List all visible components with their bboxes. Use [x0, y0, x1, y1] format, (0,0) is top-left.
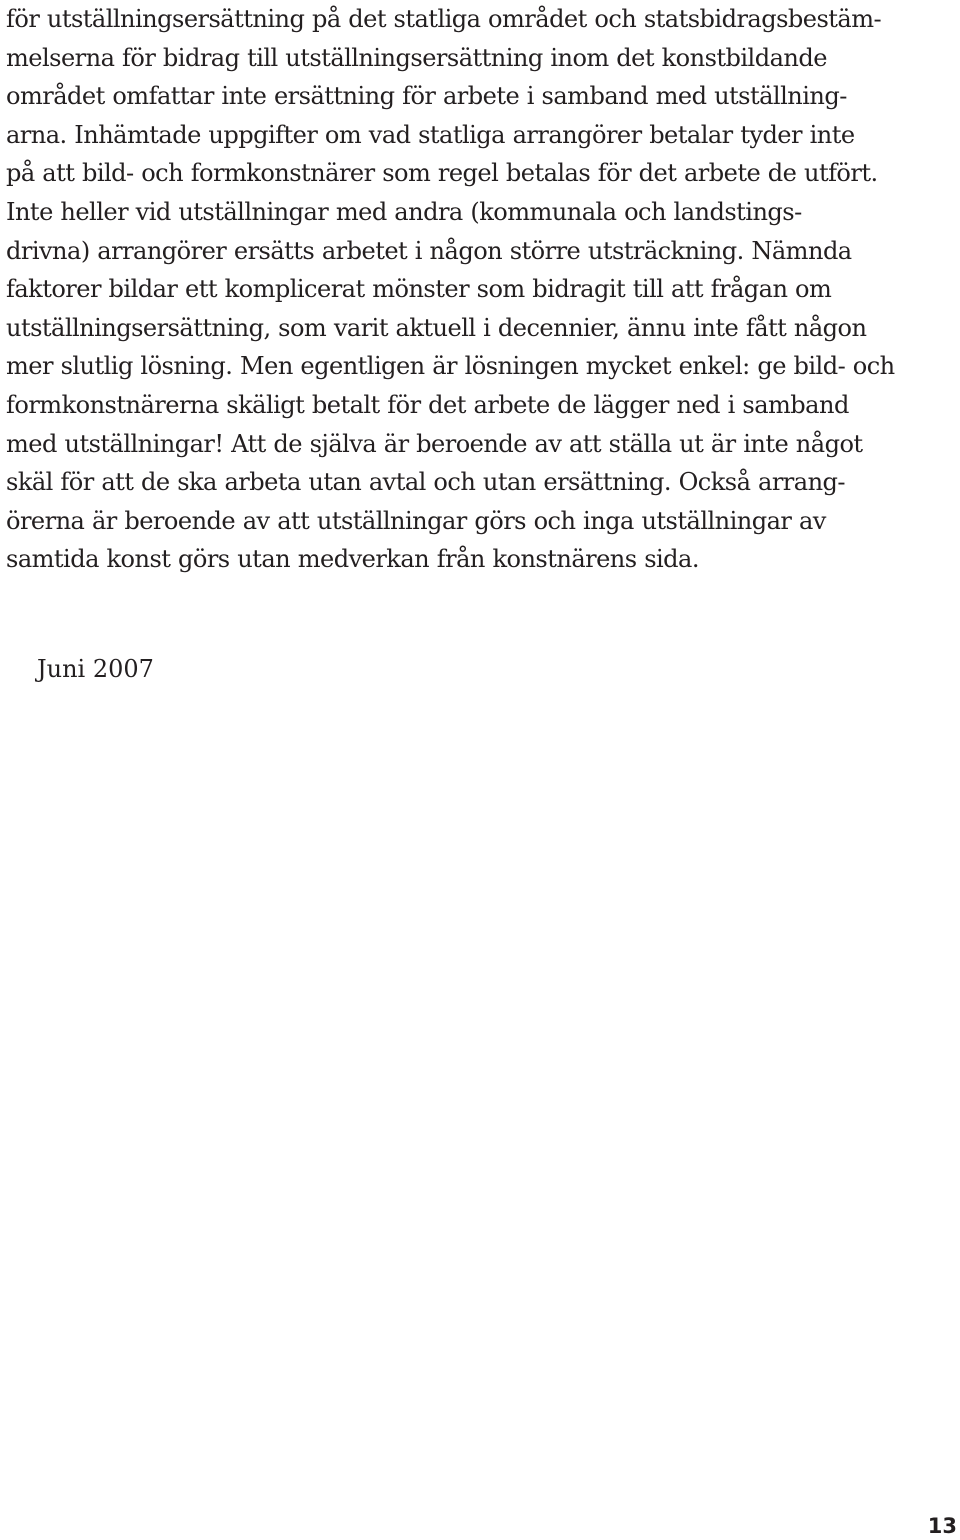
text-line: området omfattar inte ersättning för arbete i samband med utställning- — [6, 82, 847, 111]
text-line: drivna) arrangörer ersätts arbetet i någon större utsträckning. Nämnda — [6, 236, 852, 265]
text-line: med utställningar! Att de själva är beroende av att ställa ut är inte något — [6, 429, 863, 458]
text-line: mer slutlig lösning. Men egentligen är lösningen mycket enkel: ge bild- och — [6, 352, 895, 381]
text-line: utställningsersättning, som varit aktuell i decennier, ännu inte fått någon — [6, 313, 867, 342]
text-line: för utställningsersättning på det statliga området och statsbidragsbestäm- — [6, 5, 882, 33]
text-line: faktorer bildar ett komplicerat mönster som bidragit till att frågan om — [6, 275, 832, 304]
text-line: samtida konst görs utan medverkan från konstnärens sida. — [6, 545, 699, 574]
text-line: melserna för bidrag till utställningsersättning inom det konstbildande — [6, 43, 827, 72]
document-date: Juni 2007 — [37, 655, 154, 683]
text-line: arna. Inhämtade uppgifter om vad statliga arrangörer betalar tyder inte — [6, 120, 855, 149]
page-number: 13 — [927, 1514, 957, 1538]
text-line: Inte heller vid utställningar med andra (kommunala och landstings- — [6, 197, 802, 226]
body-paragraph — [6, 0, 960, 579]
text-line: skäl för att de ska arbeta utan avtal och utan ersättning. Också arrang- — [6, 468, 846, 497]
text-line: på att bild- och formkonstnärer som regel betalas för det arbete de utfört. — [6, 159, 878, 188]
text-line: formkonstnärerna skäligt betalt för det arbete de lägger ned i samband — [6, 390, 849, 419]
text-line: örerna är beroende av att utställningar görs och inga utställningar av — [6, 506, 826, 535]
